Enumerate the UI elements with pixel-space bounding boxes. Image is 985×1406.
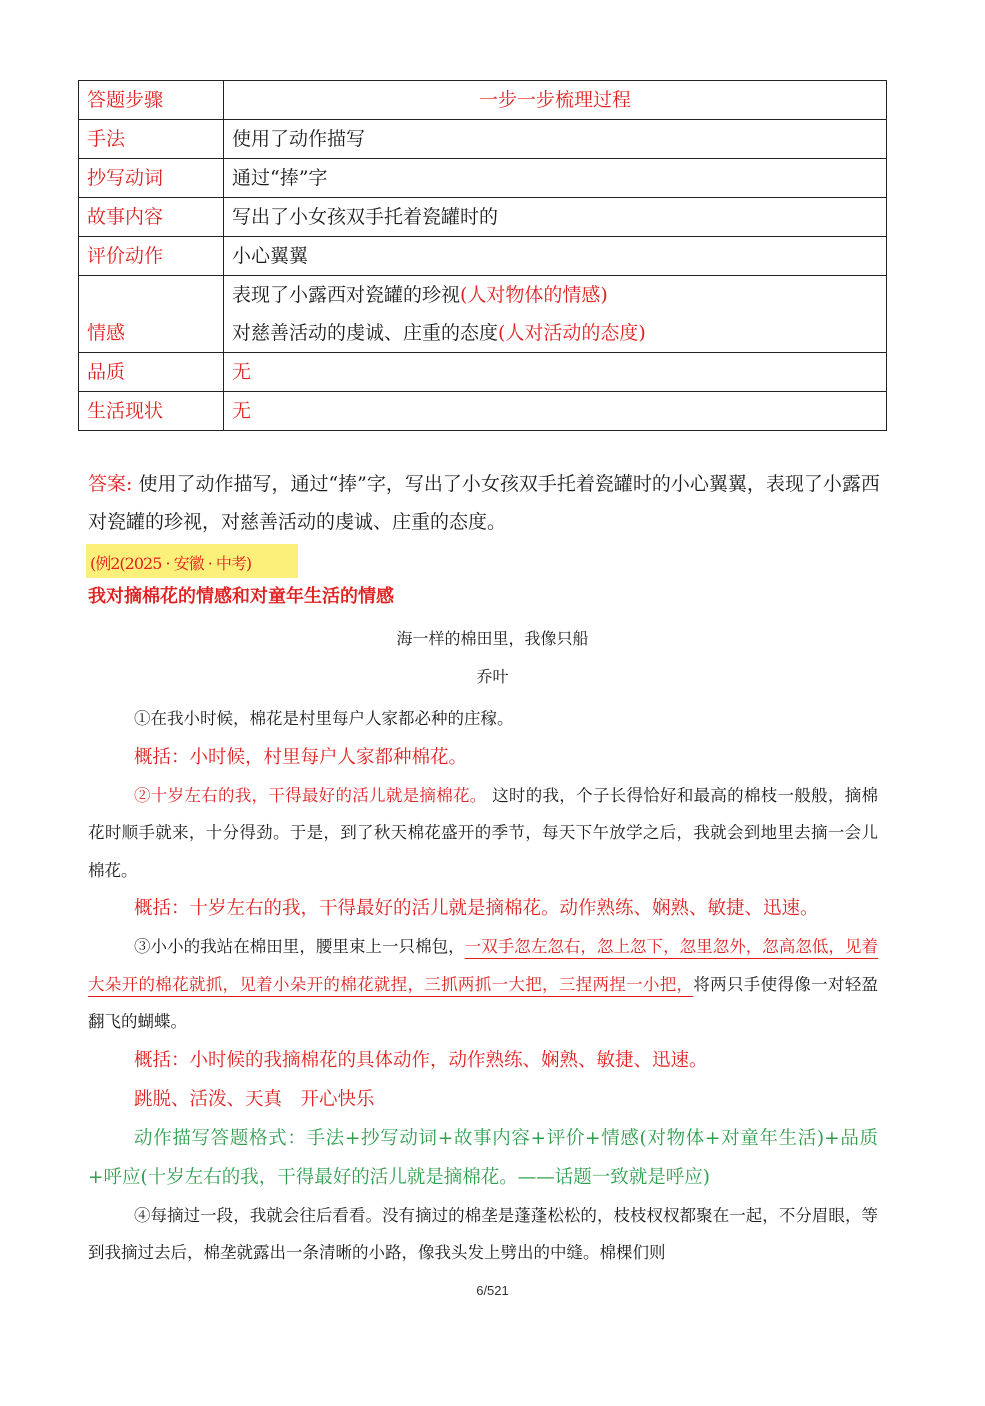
row-label: 品质 xyxy=(79,353,224,392)
row-value: 写出了小女孩双手托着瓷罐时的 xyxy=(224,198,887,237)
emotion-line-1-text: 表现了小露西对瓷罐的珍视 xyxy=(232,284,461,306)
essay-body xyxy=(88,700,878,1272)
summary-3: 概括：小时候的我摘棉花的具体动作，动作熟练、娴熟、敏捷、迅速。 xyxy=(134,1049,708,1071)
topic-heading: 我对摘棉花的情感和对童年生活的情感 xyxy=(88,586,394,607)
row-label: 手法 xyxy=(79,120,224,159)
row-label: 抄写动词 xyxy=(79,159,224,198)
page-number: 6/521 xyxy=(476,1283,509,1298)
row-value: 使用了动作描写 xyxy=(224,120,887,159)
emotion-line-2-text: 对慈善活动的虔诚、庄重的态度 xyxy=(232,322,499,344)
paragraph-2-text: 这时的我，个子长得恰好和最高的棉枝一般般，摘棉花时顺手就来，十分得劲。于是，到了秋天棉花盛开的季节，每天下午放学之后，我就会到地里去摘一会儿棉花。 xyxy=(88,785,879,880)
answer-paragraph xyxy=(88,465,888,541)
essay-paragraph-4: ④每摘过一段，我就会往后看看。没有摘过的棉垄是蓬蓬松松的，枝枝杈杈都聚在一起，不分眉眼，等到我摘过去后，棉垄就露出一条清晰的小路，像我头发上劈出的中缝。棉棵们则 xyxy=(88,1205,878,1262)
row-label: 故事内容 xyxy=(79,198,224,237)
summary-4: 跳脱、活泼、天真 开心快乐 xyxy=(134,1088,375,1110)
table-row xyxy=(79,353,887,392)
answer-label: 答案: xyxy=(88,473,133,495)
table-header-label: 答题步骤 xyxy=(79,81,224,120)
emotion-line-1-note: (人对物体的情感) xyxy=(460,284,608,306)
paragraph-3-underlined: 一双手忽左忽右，忽上忽下，忽里忽外，忽高忽低，见着大朵开的棉花就抓，见着小朵开的棉花就捏，三抓两抓一大把，三捏两捏一小把， xyxy=(88,937,879,994)
paragraph-3-end: 将两只手使得像一对轻盈翻飞的蝴蝶。 xyxy=(88,974,879,1031)
row-value: 小心翼翼 xyxy=(224,237,887,276)
table-row xyxy=(79,392,887,431)
paragraph-3-start: ③小小的我站在棉田里，腰里束上一只棉包， xyxy=(134,937,465,956)
table-header-value: 一步一步梳理过程 xyxy=(224,81,887,120)
row-value: 通过“捧”字 xyxy=(224,159,887,198)
summary-1: 概括：小时候，村里每户人家都种棉花。 xyxy=(134,746,468,768)
emotion-line-2 xyxy=(232,314,878,352)
answer-steps-table xyxy=(78,80,887,431)
table-header-row xyxy=(79,81,887,120)
table-row xyxy=(79,120,887,159)
row-value: 无 xyxy=(224,353,887,392)
answer-format-note: 动作描写答题格式：手法+抄写动词+故事内容+评价+情感(对物体+对童年生活)+品质+呼应(十岁左右的我，干得最好的活儿就是摘棉花。——话题一致就是呼应) xyxy=(88,1127,878,1188)
example-tag: (例2(2025 · 安徽 · 中考) xyxy=(86,544,298,578)
paragraph-2-highlight: ②十岁左右的我，干得最好的活儿就是摘棉花。 xyxy=(134,785,487,805)
table-row xyxy=(79,159,887,198)
table-row xyxy=(79,237,887,276)
summary-2: 概括：十岁左右的我，干得最好的活儿就是摘棉花。动作熟练、娴熟、敏捷、迅速。 xyxy=(134,898,819,919)
table-row xyxy=(79,198,887,237)
answer-text: 使用了动作描写，通过“捧”字，写出了小女孩双手托着瓷罐时的小心翼翼，表现了小露西对瓷罐的珍视，对慈善活动的虔诚、庄重的态度。 xyxy=(88,473,880,533)
essay-title: 海一样的棉田里，我像只船 xyxy=(396,629,589,648)
emotion-line-2-note: (人对活动的态度) xyxy=(498,322,646,344)
row-label: 评价动作 xyxy=(79,237,224,276)
row-label: 生活现状 xyxy=(79,392,224,431)
essay-paragraph-3 xyxy=(88,928,878,1041)
essay-paragraph-2 xyxy=(88,777,878,890)
emotion-value xyxy=(224,276,887,353)
essay-paragraph-1: ①在我小时候，棉花是村里每户人家都必种的庄稼。 xyxy=(134,709,514,728)
essay-author: 乔叶 xyxy=(476,667,509,686)
table-row-emotion xyxy=(79,276,887,353)
row-value: 无 xyxy=(224,392,887,431)
emotion-label: 情感 xyxy=(79,276,224,353)
emotion-line-1 xyxy=(232,276,878,314)
